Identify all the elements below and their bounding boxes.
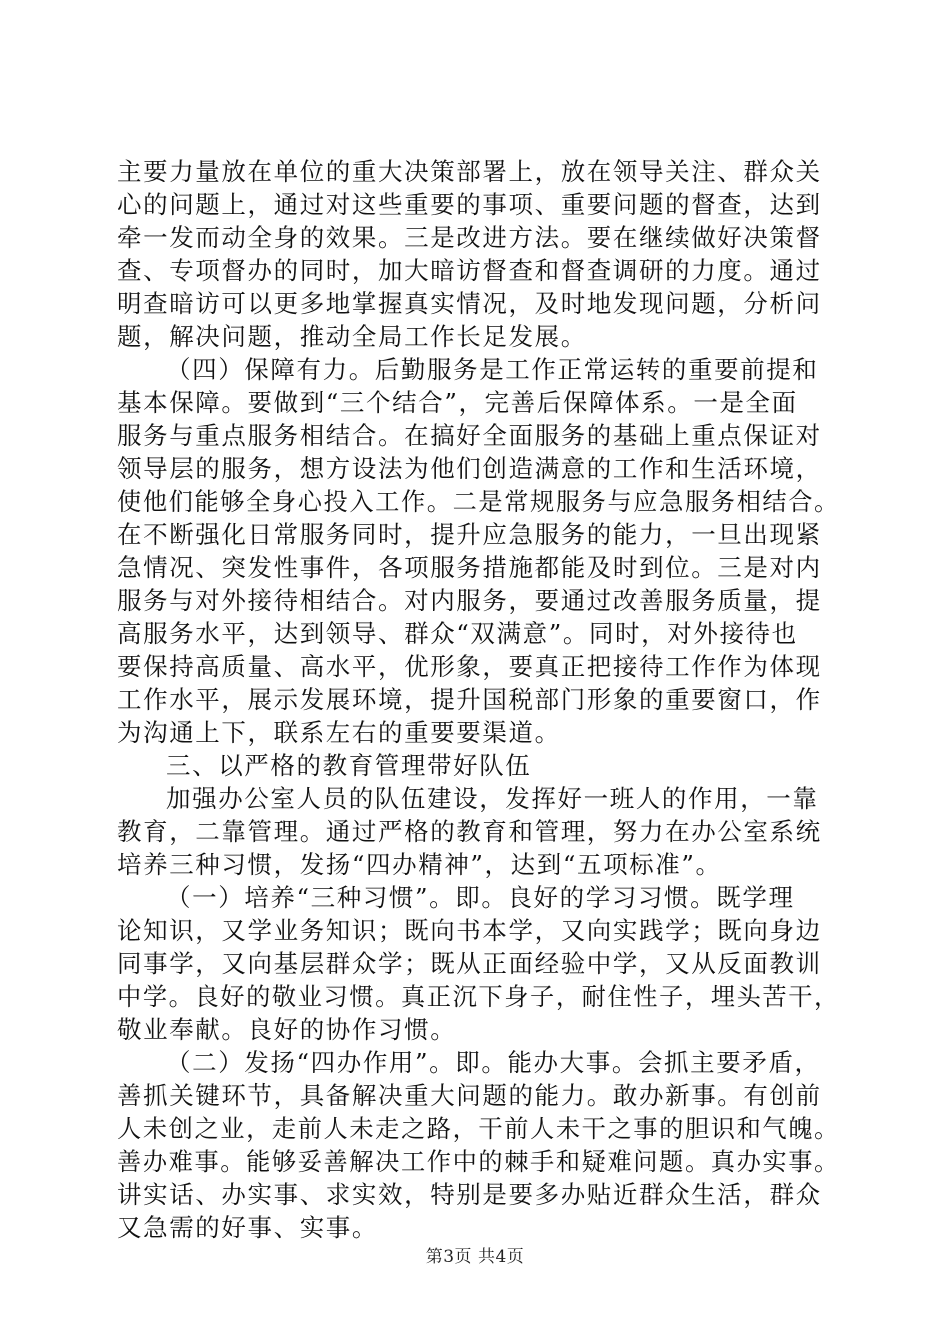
text-line: 服务与重点服务相结合。在搞好全面服务的基础上重点保证对 xyxy=(117,421,822,450)
text-line: 讲实话、办实事、求实效，特别是要多办贴近群众生活，群众 xyxy=(117,1180,822,1209)
paragraph-start-line: （四）保障有力。后勤服务是工作正常运转的重要前提和 xyxy=(166,355,819,384)
text-line: 高服务水平，达到领导、群众“双满意”。同时，对外接待也 xyxy=(117,619,798,648)
text-line: 人未创之业，走前人未走之路，干前人未干之事的胆识和气魄。 xyxy=(117,1114,840,1143)
text-line: 查、专项督办的同时，加大暗访督查和督查调研的力度。通过 xyxy=(117,256,822,285)
text-line: 敬业奉献。良好的协作习惯。 xyxy=(117,1015,457,1044)
page-number-footer: 第3页 共4页 xyxy=(425,1247,525,1267)
paragraph-start-line: 加强办公室人员的队伍建设，发挥好一班人的作用，一靠 xyxy=(166,784,819,813)
text-line: 服务与对外接待相结合。对内服务，要通过改善服务质量，提 xyxy=(117,586,822,615)
paragraph-start-line: （二）发扬“四办作用”。即。能办大事。会抓主要矛盾， xyxy=(166,1048,821,1077)
text-line: 为沟通上下，联系左右的重要要渠道。 xyxy=(117,718,561,747)
text-line: 领导层的服务，想方设法为他们创造满意的工作和生活环境， xyxy=(117,454,822,483)
text-line: 题，解决问题，推动全局工作长足发展。 xyxy=(117,322,587,351)
text-line: 培养三种习惯，发扬“四办精神”，达到“五项标准”。 xyxy=(117,850,722,879)
text-line: 中学。良好的敬业习惯。真正沉下身子，耐住性子，埋头苦干， xyxy=(117,982,840,1011)
text-line: 主要力量放在单位的重大决策部署上，放在领导关注、群众关 xyxy=(117,157,822,186)
text-line: 心的问题上，通过对这些重要的事项、重要问题的督查，达到 xyxy=(117,190,822,219)
text-line: 牵一发而动全身的效果。三是改进方法。要在继续做好决策督 xyxy=(117,223,822,252)
section-heading: 三、以严格的教育管理带好队伍 xyxy=(166,751,532,780)
paragraph-start-line: （一）培养“三种习惯”。即。良好的学习习惯。既学理 xyxy=(166,883,795,912)
text-line: 工作水平，展示发展环境，提升国税部门形象的重要窗口，作 xyxy=(117,685,822,714)
text-line: 论知识，又学业务知识；既向书本学，又向实践学；既向身边 xyxy=(117,916,822,945)
text-line: 在不断强化日常服务同时，提升应急服务的能力，一旦出现紧 xyxy=(117,520,822,549)
text-line: 善抓关键环节，具备解决重大问题的能力。敢办新事。有创前 xyxy=(117,1081,822,1110)
text-line: 善办难事。能够妥善解决工作中的棘手和疑难问题。真办实事。 xyxy=(117,1147,840,1176)
text-line: 急情况、突发性事件，各项服务措施都能及时到位。三是对内 xyxy=(117,553,822,582)
text-line: 基本保障。要做到“三个结合”，完善后保障体系。一是全面 xyxy=(117,388,798,417)
text-line: 使他们能够全身心投入工作。二是常规服务与应急服务相结合。 xyxy=(117,487,840,516)
text-line: 明查暗访可以更多地掌握真实情况，及时地发现问题，分析问 xyxy=(117,289,822,318)
text-line: 同事学，又向基层群众学；既从正面经验中学，又从反面教训 xyxy=(117,949,822,978)
text-line: 又急需的好事、实事。 xyxy=(117,1213,378,1242)
text-line: 教育，二靠管理。通过严格的教育和管理，努力在办公室系统 xyxy=(117,817,822,846)
text-line: 要保持高质量、高水平，优形象，要真正把接待工作作为体现 xyxy=(117,652,822,681)
